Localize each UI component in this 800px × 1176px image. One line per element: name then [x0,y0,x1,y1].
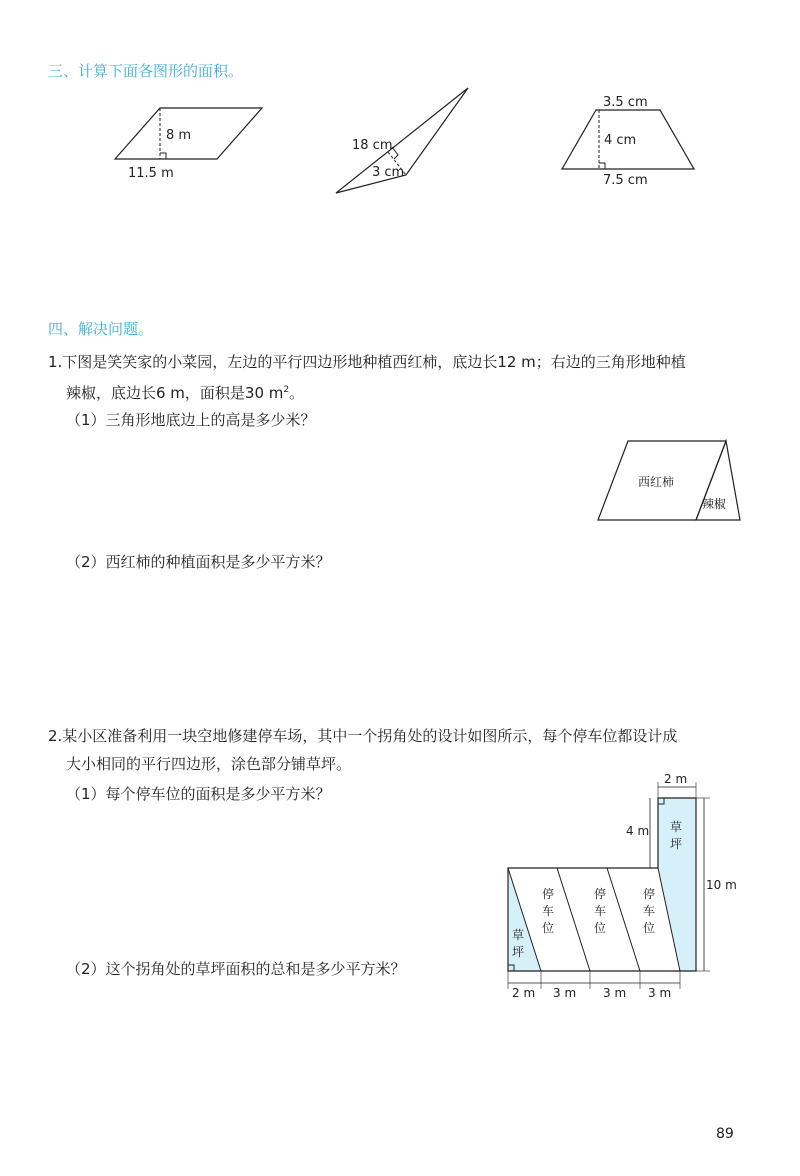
triangle-height-label: 3 cm [372,165,405,180]
q1-line2-end: 。 [289,384,305,402]
garden-figure [590,436,750,526]
tomato-label: 西红柿 [638,475,675,489]
stall-2-char-3: 位 [594,921,607,935]
stall-1-char-2: 车 [542,904,555,918]
q2-sub2: （2）这个拐角处的草坪面积的总和是多少平方米？ [66,960,406,978]
q2-line1: 2.某小区准备利用一块空地修建停车场，其中一个拐角处的设计如图所示，每个停车位都设计成 [48,727,678,745]
section-4-title: 四、解决问题。 [48,320,154,338]
pepper-label: 辣椒 [702,497,727,511]
parallelogram-height-label: 8 m [166,128,192,143]
lawn-top-char-2: 坪 [670,837,683,851]
q1-sub1: （1）三角形地底边上的高是多少米？ [66,411,316,429]
bottom-dim-2: 3 m [553,986,577,1000]
bottom-dim-4: 3 m [648,986,672,1000]
section-3-title: 三、计算下面各图形的面积。 [48,62,244,80]
q1-superscript: 2 [283,385,290,395]
upper-height-label: 4 m [626,824,650,838]
parallelogram-base-label: 11.5 m [128,166,174,181]
triangle-side-label: 18 cm [352,138,393,153]
trapezoid-top-label: 3.5 cm [603,95,648,110]
q1-line1: 1.下图是笑笑家的小菜园，左边的平行四边形地种植西红柿，底边长12 m；右边的三角形地种植 [48,353,686,371]
lawn-top-char-1: 草 [670,820,683,834]
q2-sub1: （1）每个停车位的面积是多少平方米？ [66,785,331,803]
trapezoid-figure [562,95,694,188]
q1-line2 [66,376,304,407]
top-width-label: 2 m [664,772,688,786]
stall-3-char-2: 车 [643,904,656,918]
parallelogram-figure [115,108,262,181]
parking-figure [490,765,750,1005]
trapezoid-height-label: 4 cm [604,133,637,148]
bottom-dim-1: 2 m [512,986,536,1000]
stall-1-char-3: 位 [542,921,555,935]
total-height-label: 10 m [706,878,737,892]
stall-3-char-3: 位 [643,921,656,935]
q1-line2-text: 辣椒，底边长6 m，面积是30 m [66,384,284,402]
lawn-left-char-2: 坪 [512,945,525,959]
stall-1-char-1: 停 [542,887,555,901]
stall-2-char-1: 停 [594,887,607,901]
bottom-dim-3: 3 m [603,986,627,1000]
parking-stall-2-label [594,886,606,935]
parking-stall-3-label [643,886,655,935]
q1-sub2: （2）西红柿的种植面积是多少平方米？ [66,553,331,571]
q2-line2: 大小相同的平行四边形，涂色部分铺草坪。 [66,755,352,773]
stall-2-char-2: 车 [594,904,607,918]
section-3-figures [0,80,800,210]
page-number: 89 [716,1126,734,1142]
triangle-figure [336,88,468,193]
parking-stall-1-label [542,886,554,935]
stall-3-char-1: 停 [643,887,656,901]
trapezoid-bottom-label: 7.5 cm [603,173,648,188]
lawn-left-char-1: 草 [512,928,525,942]
